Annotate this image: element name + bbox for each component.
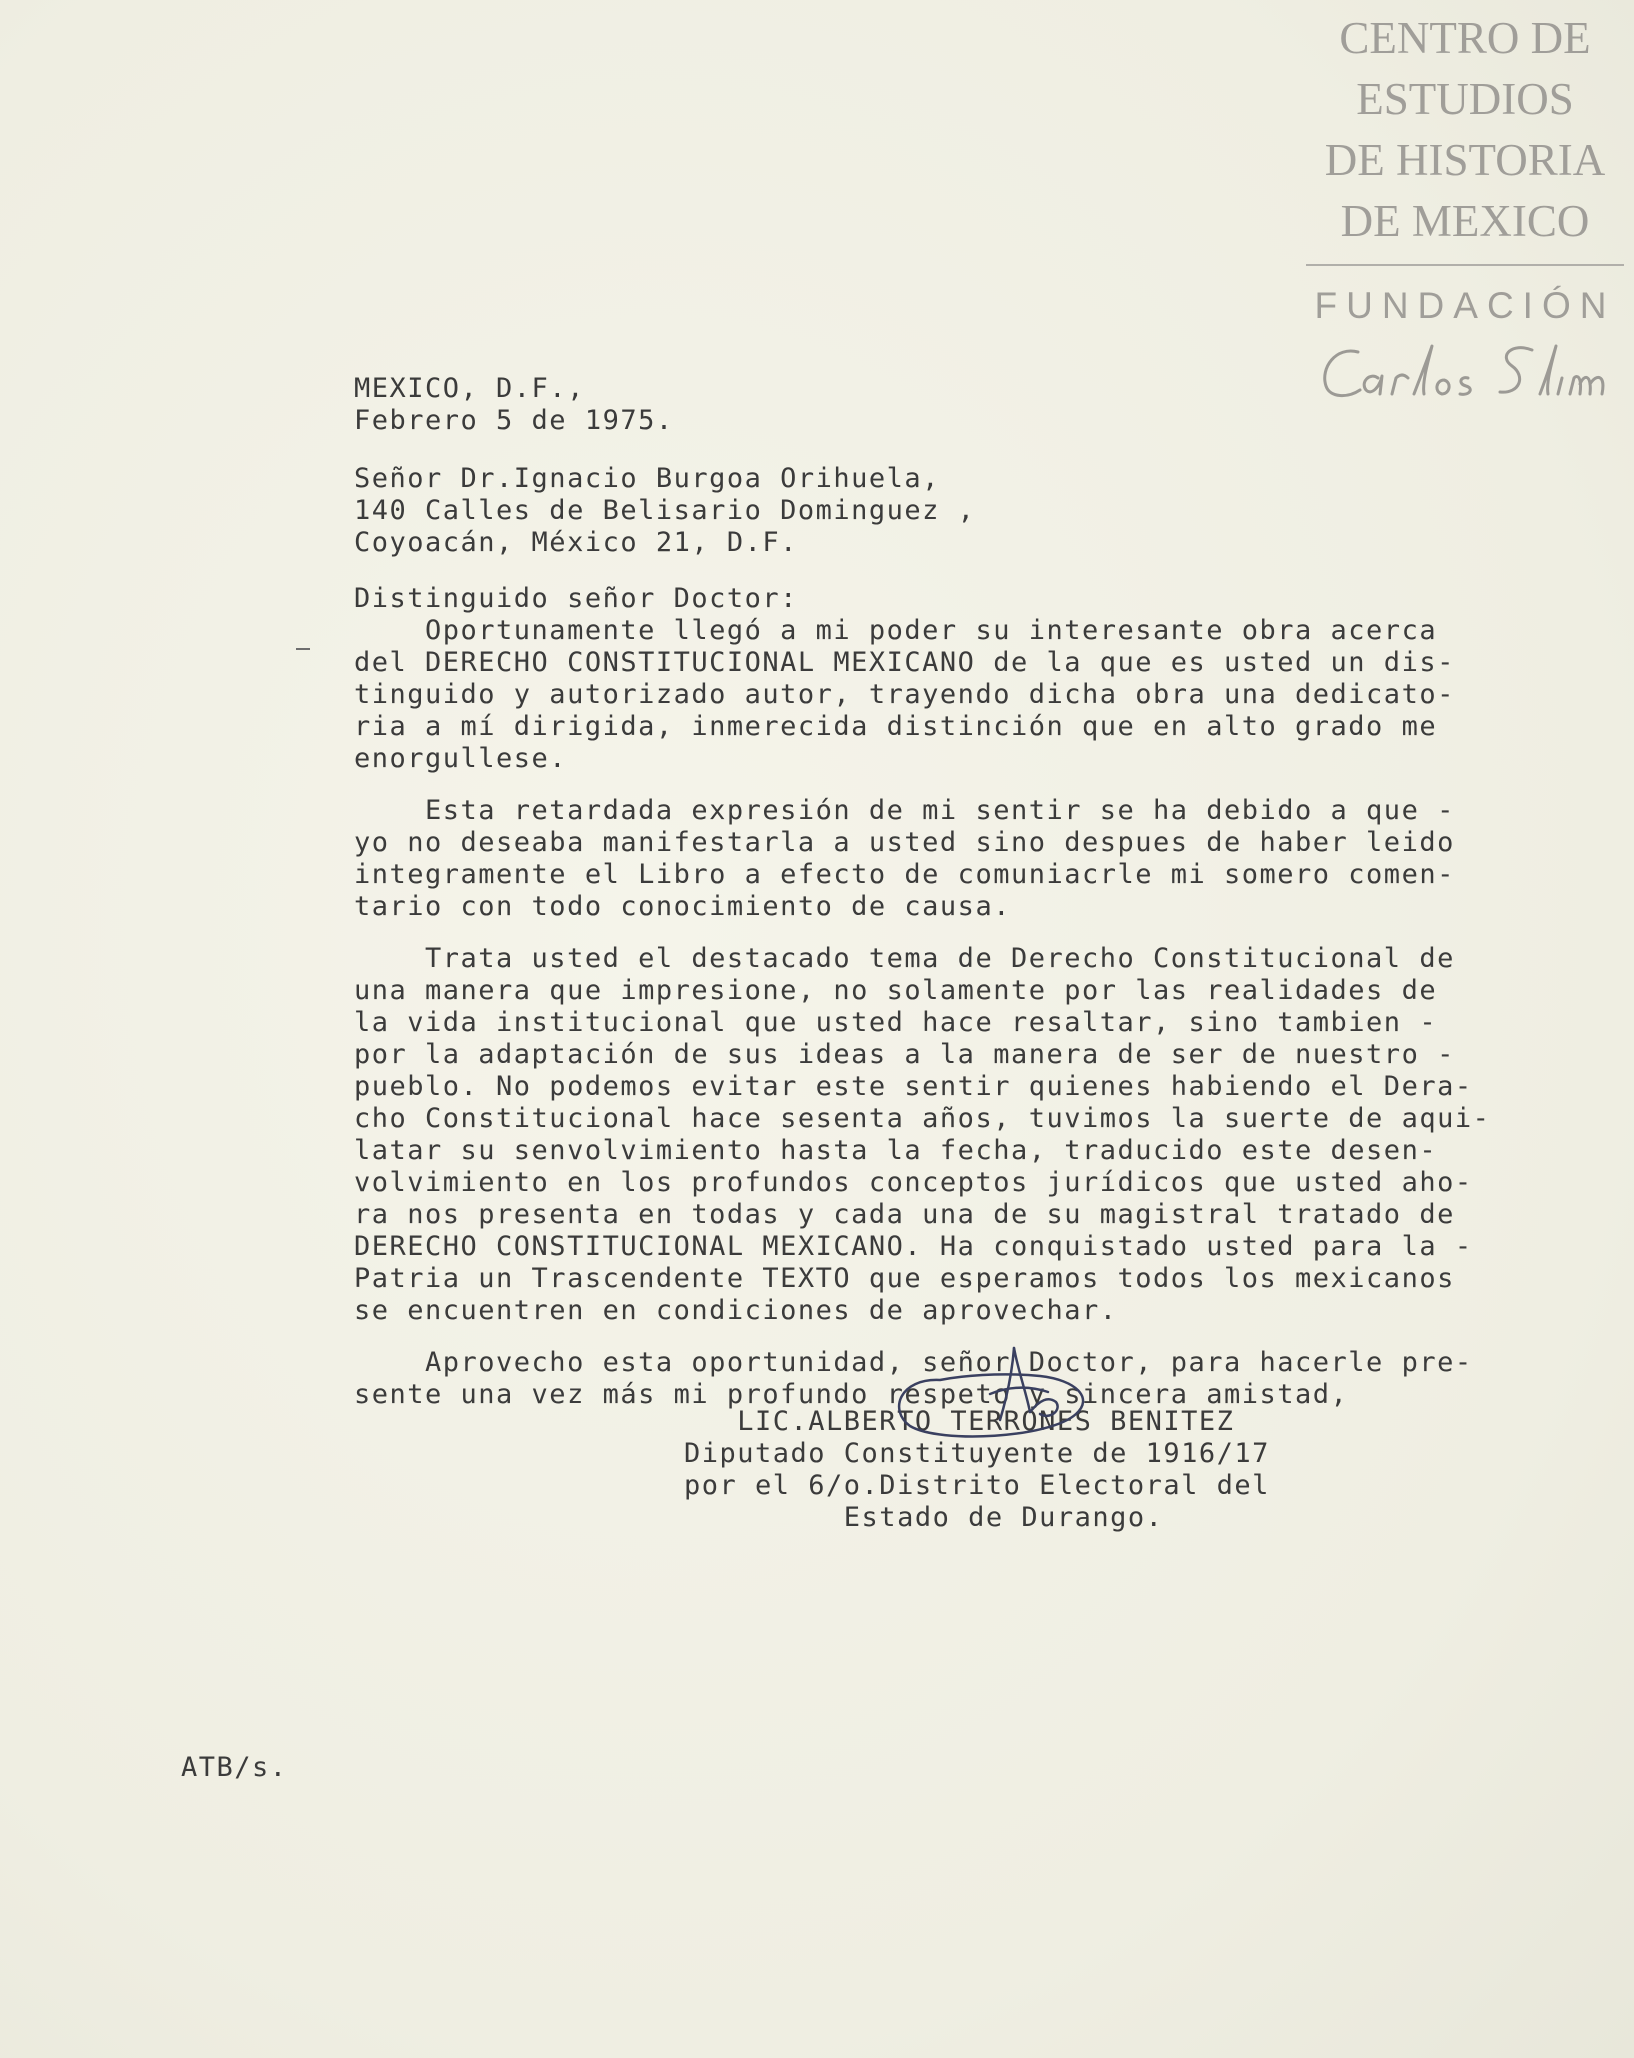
paragraph-1 — [354, 615, 1564, 775]
recipient-line: Señor Dr.Ignacio Burgoa Orihuela, — [354, 463, 940, 494]
letter-body — [354, 373, 1564, 1533]
paragraph-line: sente una vez más mi profundo respeto y sincera amistad, — [354, 1379, 1349, 1410]
paragraph-line: del DERECHO CONSTITUCIONAL MEXICANO de la que es usted un dis- — [354, 647, 1455, 678]
paragraph-line: yo no deseaba manifestarla a usted sino despues de haber leido — [354, 827, 1455, 858]
salutation: Distinguido señor Doctor: — [354, 583, 798, 614]
margin-mark — [296, 648, 310, 650]
recipient-address — [354, 463, 1564, 559]
paragraph-line: volvimiento en los profundos conceptos jurídicos que usted aho- — [354, 1167, 1473, 1198]
paragraph-line: enorgullese. — [354, 743, 568, 774]
paragraph-line: integramente el Libro a efecto de comuniacrle mi somero comen- — [354, 859, 1455, 890]
stamp-foundation: FUNDACIÓN — [1314, 285, 1616, 326]
paragraph-line: tario con todo conocimiento de causa. — [354, 891, 1011, 922]
paragraph-line: pueblo. No podemos evitar este sentir quienes habiendo el Dera- — [354, 1071, 1473, 1102]
signatory-line: por el 6/o.Distrito Electoral del — [684, 1470, 1270, 1501]
stamp-line-1: CENTRO DE — [1339, 13, 1591, 63]
signatory-line: Estado de Durango. — [684, 1502, 1164, 1533]
place-line: MEXICO, D.F., — [354, 373, 585, 404]
paragraph-3 — [354, 943, 1564, 1327]
date-line: Febrero 5 de 1975. — [354, 405, 674, 436]
date-block — [354, 373, 1564, 437]
signatory-line: Diputado Constituyente de 1916/17 — [684, 1438, 1270, 1469]
stamp-line-3: DE HISTORIA — [1324, 135, 1606, 185]
paragraph-line: ra nos presenta en todas y cada una de su magistral tratado de — [354, 1199, 1455, 1230]
archive-stamp — [1300, 8, 1630, 408]
recipient-line: 140 Calles de Belisario Dominguez , — [354, 495, 976, 526]
recipient-line: Coyoacán, México 21, D.F. — [354, 527, 798, 558]
stamp-divider — [1306, 264, 1624, 266]
paragraph-2 — [354, 795, 1564, 923]
paragraph-line: se encuentren en condiciones de aprovechar. — [354, 1295, 1118, 1326]
paragraph-line: cho Constitucional hace sesenta años, tuvimos la suerte de aqui- — [354, 1103, 1491, 1134]
stamp-line-4: DE MEXICO — [1340, 196, 1590, 246]
paragraph-line: latar su senvolvimiento hasta la fecha, traducido este desen- — [354, 1135, 1438, 1166]
handwritten-signature — [880, 1340, 1120, 1450]
paragraph-line: Aprovecho esta oportunidad, señor Doctor, para hacerle pre- — [354, 1347, 1473, 1378]
paragraph-line: tinguido y autorizado autor, trayendo dicha obra una dedicato- — [354, 679, 1455, 710]
paragraph-line: una manera que impresione, no solamente por las realidades de — [354, 975, 1438, 1006]
paragraph-line: Esta retardada expresión de mi sentir se ha debido a que - — [354, 795, 1455, 826]
paragraph-line: Trata usted el destacado tema de Derecho Constitucional de — [354, 943, 1455, 974]
paragraph-line: Oportunamente llegó a mi poder su interesante obra acerca — [354, 615, 1438, 646]
paragraph-line: la vida institucional que usted hace resaltar, sino tambien - — [354, 1007, 1438, 1038]
paragraph-line: Patria un Trascendente TEXTO que esperamos todos los mexicanos — [354, 1263, 1455, 1294]
paragraph-line: ria a mí dirigida, inmerecida distinción que en alto grado me — [354, 711, 1438, 742]
signatory-name: LIC.ALBERTO TERRONES BENITEZ — [684, 1406, 1235, 1437]
typist-initials: ATB/s. — [181, 1752, 288, 1783]
paragraph-line: DERECHO CONSTITUCIONAL MEXICANO. Ha conquistado usted para la - — [354, 1231, 1473, 1262]
stamp-line-2: ESTUDIOS — [1356, 74, 1574, 124]
paragraph-line: por la adaptación de sus ideas a la manera de ser de nuestro - — [354, 1039, 1455, 1070]
